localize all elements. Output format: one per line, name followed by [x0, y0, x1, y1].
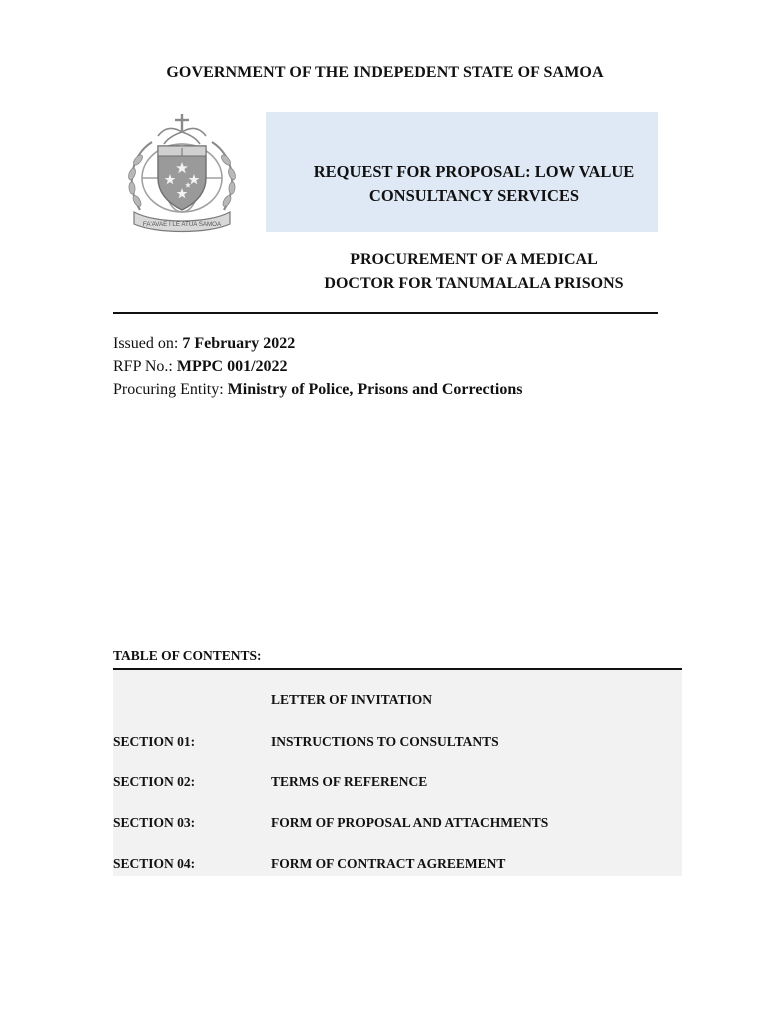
government-title: GOVERNMENT OF THE INDEPEDENT STATE OF SAMOA — [166, 64, 604, 81]
toc-row-section-02 — [113, 774, 682, 794]
samoa-coat-of-arms-icon — [116, 112, 248, 236]
procuring-entity-value: Ministry of Police, Prisons and Corrections — [227, 381, 523, 398]
toc-section-label: SECTION 04: — [113, 856, 196, 871]
procurement-title-line-1: PROCUREMENT OF A MEDICAL — [350, 251, 598, 268]
procurement-title — [286, 248, 662, 296]
toc-section-title: LETTER OF INVITATION — [271, 692, 433, 707]
toc-section-title: FORM OF PROPOSAL AND ATTACHMENTS — [271, 815, 549, 830]
rfp-number-label: RFP No.: — [113, 358, 177, 375]
issued-on-row — [113, 332, 522, 355]
document-metadata — [113, 332, 522, 401]
toc-row-section-03 — [113, 815, 682, 835]
issued-on-label: Issued on: — [113, 335, 183, 352]
rfp-number-value: MPPC 001/2022 — [176, 358, 288, 375]
header-divider — [113, 312, 658, 314]
toc-row-letter-of-invitation — [113, 692, 682, 712]
rfp-title-line-2: CONSULTANCY SERVICES — [368, 186, 580, 205]
toc-section-title: TERMS OF REFERENCE — [271, 774, 428, 789]
toc-section-label: SECTION 03: — [113, 815, 196, 830]
procuring-entity-row — [113, 378, 522, 401]
issued-on-value: 7 February 2022 — [182, 335, 296, 352]
toc-section-title: INSTRUCTIONS TO CONSULTANTS — [271, 734, 499, 749]
procuring-entity-label: Procuring Entity: — [113, 381, 228, 398]
table-of-contents — [113, 670, 682, 876]
toc-section-title: FORM OF CONTRACT AGREEMENT — [271, 856, 506, 871]
toc-heading: TABLE OF CONTENTS: — [113, 648, 262, 663]
rfp-title-line-1: REQUEST FOR PROPOSAL: LOW VALUE — [313, 162, 635, 181]
rfp-title — [266, 160, 682, 208]
seal-motto: FA'AVAE I LE ATUA SAMOA — [142, 221, 222, 228]
toc-section-label: SECTION 02: — [113, 774, 196, 789]
toc-row-section-01 — [113, 734, 682, 754]
toc-section-label: SECTION 01: — [113, 734, 196, 749]
toc-row-section-04 — [113, 856, 682, 876]
procurement-title-line-2: DOCTOR FOR TANUMALALA PRISONS — [324, 275, 624, 292]
rfp-number-row — [113, 355, 522, 378]
